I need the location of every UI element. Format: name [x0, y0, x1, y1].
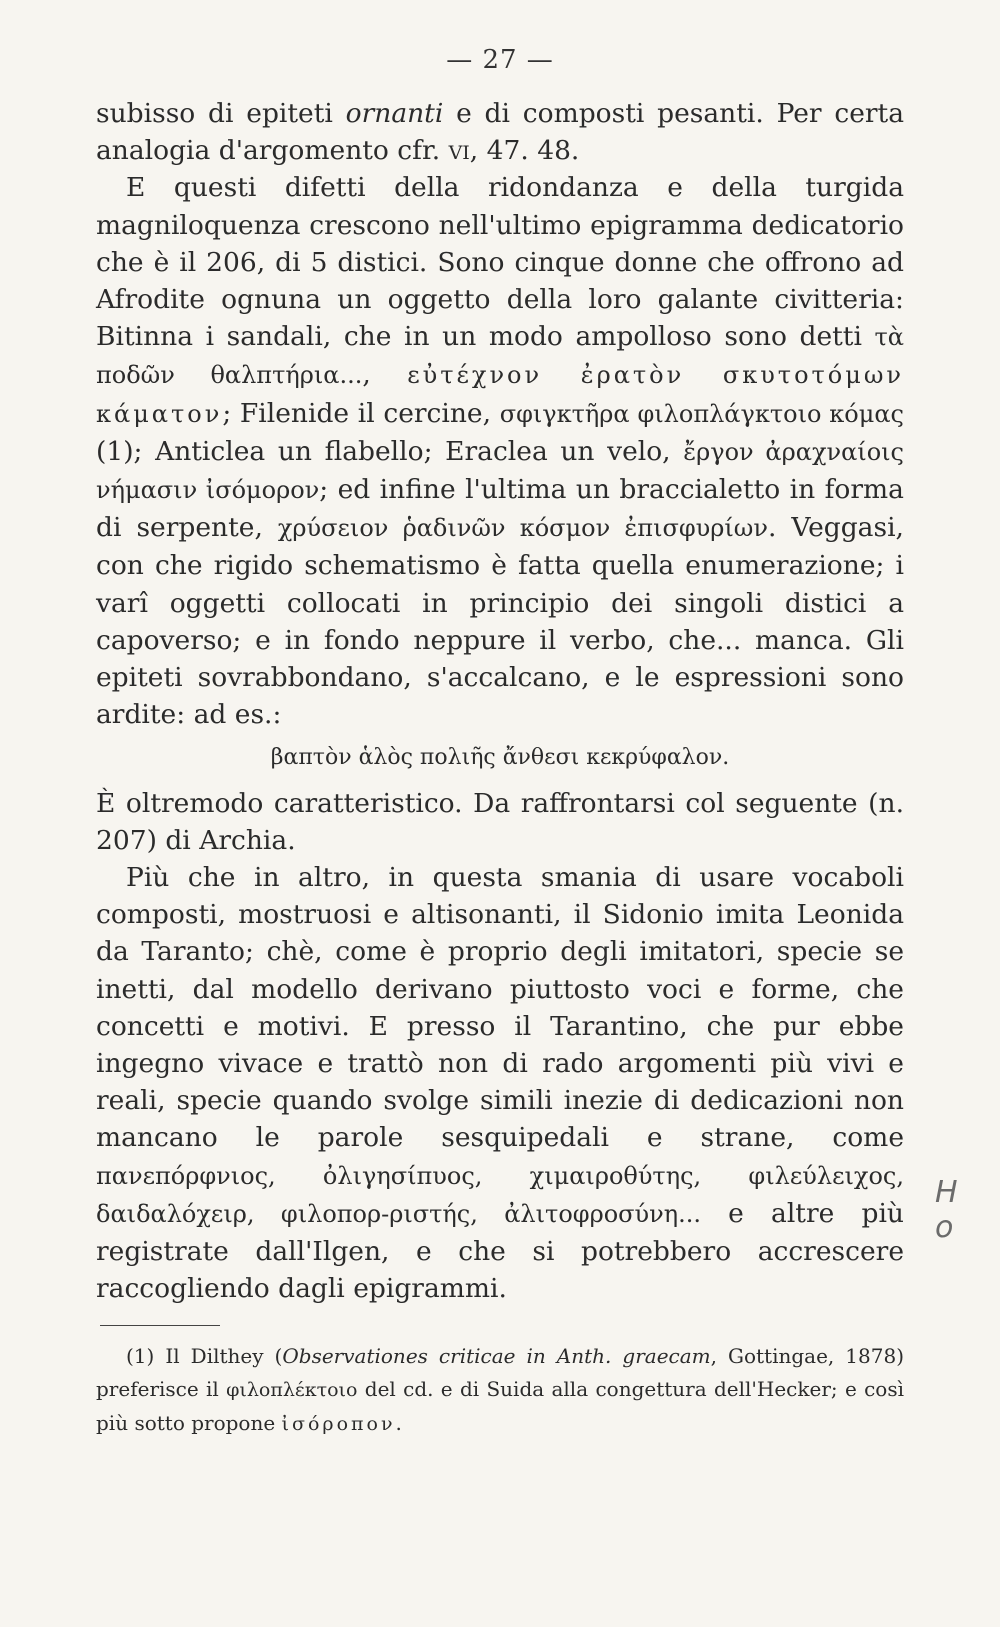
text-run: E questi difetti della ridondanza e della turgida magniloquenza crescono nell'ultimo epigramma dedicatorio che è il 206, di 5 distici. Sono cinque donne che offrono ad Afrodite ognuna un oggetto della loro galante civitteria: Bitinna i sandali, che in un modo ampolloso sono detti	[96, 172, 904, 353]
greek-word: φιλοπλέκτοιο	[226, 1379, 358, 1401]
text-run: (1) Il Dilthey (	[126, 1344, 283, 1368]
roman-numeral: vi	[448, 135, 470, 167]
text-run: . Veggasi, con che rigido schematismo è fatta quella enumerazione; i varî oggetti collocati in principio dei singoli distici a capoverso; e in fondo neppure il verbo, che... manca. Gli epiteti sovrabbondano, s'accalcano, e le espressioni sono ardite: ad es.:	[96, 512, 904, 731]
paragraph-1	[96, 95, 904, 169]
greek-phrase: τὰ ποδῶν θαλπτήρια...	[96, 323, 904, 390]
greek-phrase: ἔργον ἀραχναίοις νήμασιν ἰσόμορον	[96, 437, 904, 505]
greek-phrase: χρύσειον ῥαδινῶν κόσμον ἐπισφυρίων	[277, 514, 768, 543]
footnote	[96, 1340, 904, 1441]
footnote-1	[96, 1340, 904, 1441]
text-run: , 47. 48.	[469, 135, 580, 167]
body-text	[96, 95, 904, 1308]
text-run: (1); Anticlea un flabello; Eraclea un velo,	[96, 435, 684, 467]
page-number: — 27 —	[446, 45, 554, 75]
text-run: e altre più registrate dall'Ilgen, e che si potrebbero accrescere raccogliendo dagli epigrammi.	[96, 1197, 904, 1305]
text-run: , Gottingae, 1878) preferisce il	[96, 1344, 905, 1401]
footnote-divider	[100, 1325, 220, 1326]
paragraph-3: È oltremodo caratteristico. Da raffrontarsi col seguente (n. 207) di Archia.	[96, 787, 904, 856]
greek-phrase: σφιγκτῆρα φιλοπλάγκτοιο κόμας	[499, 399, 904, 428]
text-run: e di composti pesanti. Per certa analogia d'argomento cfr.	[96, 98, 904, 167]
paragraph-4	[96, 859, 904, 1307]
italic-word: ornanti	[345, 98, 444, 129]
greek-quote: βαπτὸν ἁλὸς πολιῆς ἄνθεσι κεκρύφαλον.	[270, 745, 730, 771]
italic-title: Observationes criticae in Anth. graecam	[282, 1344, 711, 1368]
greek-phrase: εὐτέχνον ἐρατὸν σκυτοτόμων κάματον	[96, 361, 904, 428]
text-run: ; ed infine l'ultima un braccialetto in forma di serpente,	[96, 474, 904, 544]
text-run: Più che in altro, in questa smania di usare vocaboli composti, mostruosi e altisonanti, il Sidonio imita Leonida da Taranto; chè, come è proprio degli imitatori, specie se inetti, dal modello derivano piuttosto voci e forme, che concetti e motivi. E presso il Tarantino, che pur ebbe ingegno vivace e trattò non di rado argomenti più vivi e reali, specie quando svolge simili inezie di dedicazioni non mancano le parole sesquipedali e strane, come	[96, 862, 904, 1154]
text-run: .	[395, 1411, 402, 1435]
text-run: ,	[362, 359, 408, 391]
handwritten-margin-note: H o	[935, 1175, 964, 1245]
text-run: del cd. e di Suida alla congettura dell'Hecker; e così più sotto propone	[96, 1377, 905, 1435]
greek-word: ἰσόροπον	[281, 1413, 396, 1435]
paragraph-2	[96, 169, 904, 733]
text-run: ; Filenide il cercine,	[222, 397, 500, 429]
greek-phrase: πανεπόρφνιος, ὀλιγησίπυος, χιμαιροθύτης, φιλεύλειχος, δαιδαλόχειρ, φιλοπορ-ριστής, ἀλιτοφροσύνη...	[96, 1161, 904, 1228]
text-run: subisso di epiteti	[96, 98, 346, 129]
